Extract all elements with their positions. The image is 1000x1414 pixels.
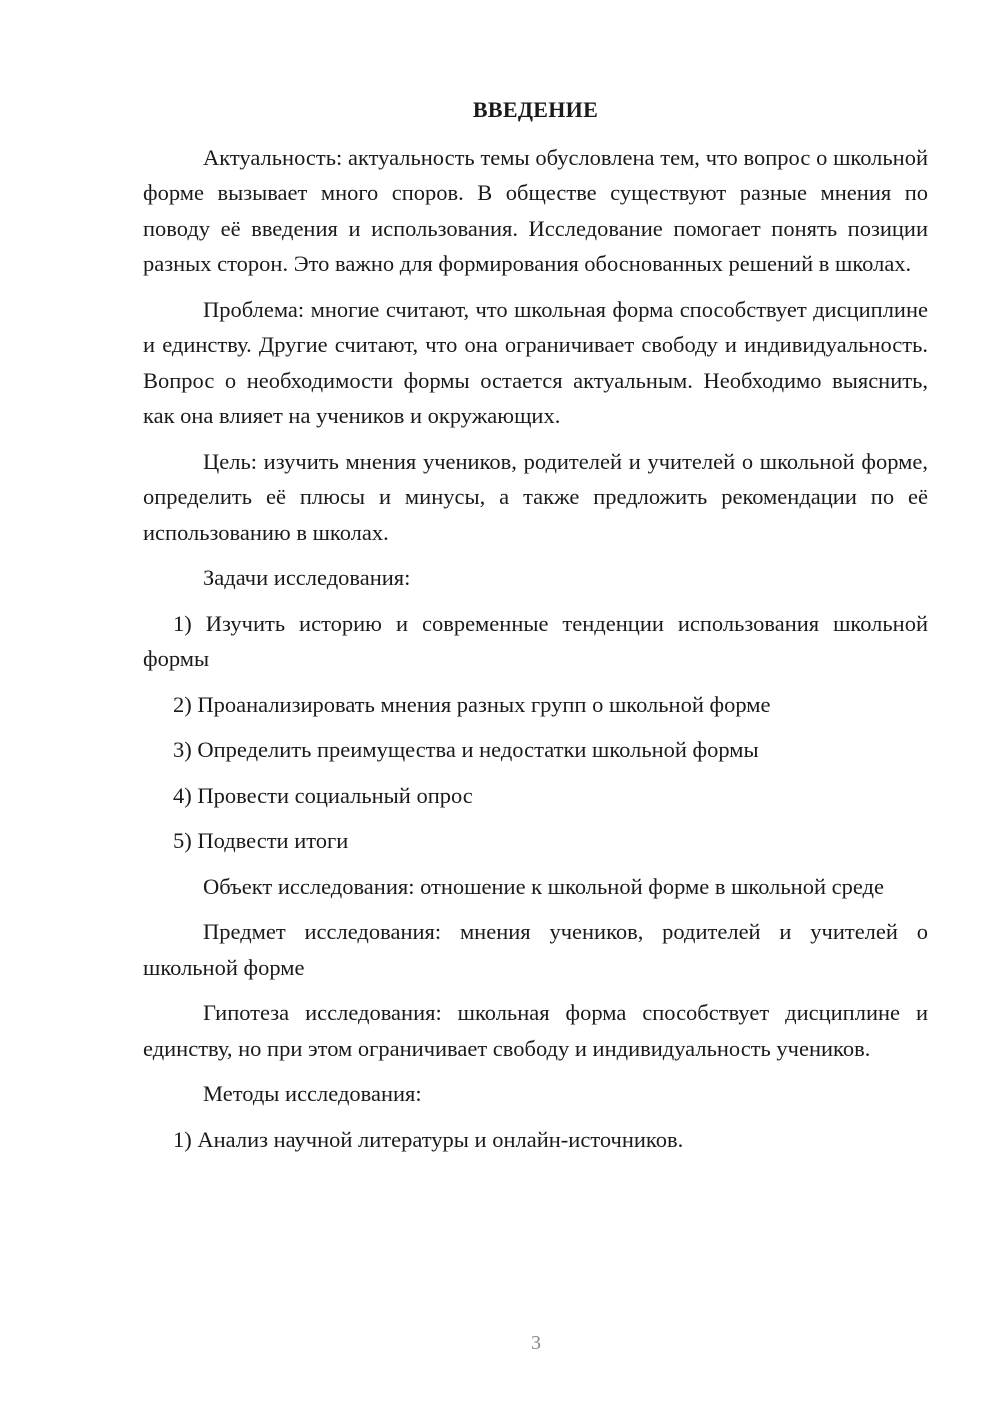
problem-paragraph: Проблема: многие считают, что школьная форма способствует дисциплине и единству. Другие считают, что она ограничивает свободу и индивидуальность. Вопрос о необходимости формы остается актуальным. Необходимо выяснить, как она влияет на учеников и окружающих. xyxy=(143,296,928,428)
relevance-paragraph: Актуальность: актуальность темы обусловлена тем, что вопрос о школьной форме вызывает много споров. В обществе существуют разные мнения по поводу её введения и использования. Исследование помогает понять позиции разных сторон. Это важно для формирования обоснованных решений в школах. xyxy=(143,144,928,276)
task-item: 4) Провести социальный опрос xyxy=(173,782,473,808)
hypothesis-paragraph: Гипотеза исследования: школьная форма способствует дисциплине и единству, но при этом ограничивает свободу и индивидуальность учеников. xyxy=(143,1000,928,1061)
task-item: 3) Определить преимущества и недостатки школьной формы xyxy=(173,737,759,762)
page-number: 3 xyxy=(531,1332,541,1354)
methods-heading: Методы исследования: xyxy=(203,1081,422,1106)
tasks-heading: Задачи исследования: xyxy=(203,565,411,590)
subject-paragraph: Предмет исследования: мнения учеников, родителей и учителей о школьной форме xyxy=(143,919,928,980)
method-item: 1) Анализ научной литературы и онлайн-источников. xyxy=(173,1126,684,1152)
section-title: ВВЕДЕНИЕ xyxy=(472,97,599,122)
task-item: 1) Изучить историю и современные тенденции использования школьной формы xyxy=(143,610,928,671)
document-page xyxy=(143,92,928,1167)
task-item: 2) Проанализировать мнения разных групп о школьной форме xyxy=(173,691,771,717)
object-paragraph: Объект исследования: отношение к школьной форме в школьной среде xyxy=(203,873,884,899)
goal-paragraph: Цель: изучить мнения учеников, родителей и учителей о школьной форме, определить её плюсы и минусы, а также предложить рекомендации по её использованию в школах. xyxy=(143,448,928,545)
task-item: 5) Подвести итоги xyxy=(173,828,349,853)
